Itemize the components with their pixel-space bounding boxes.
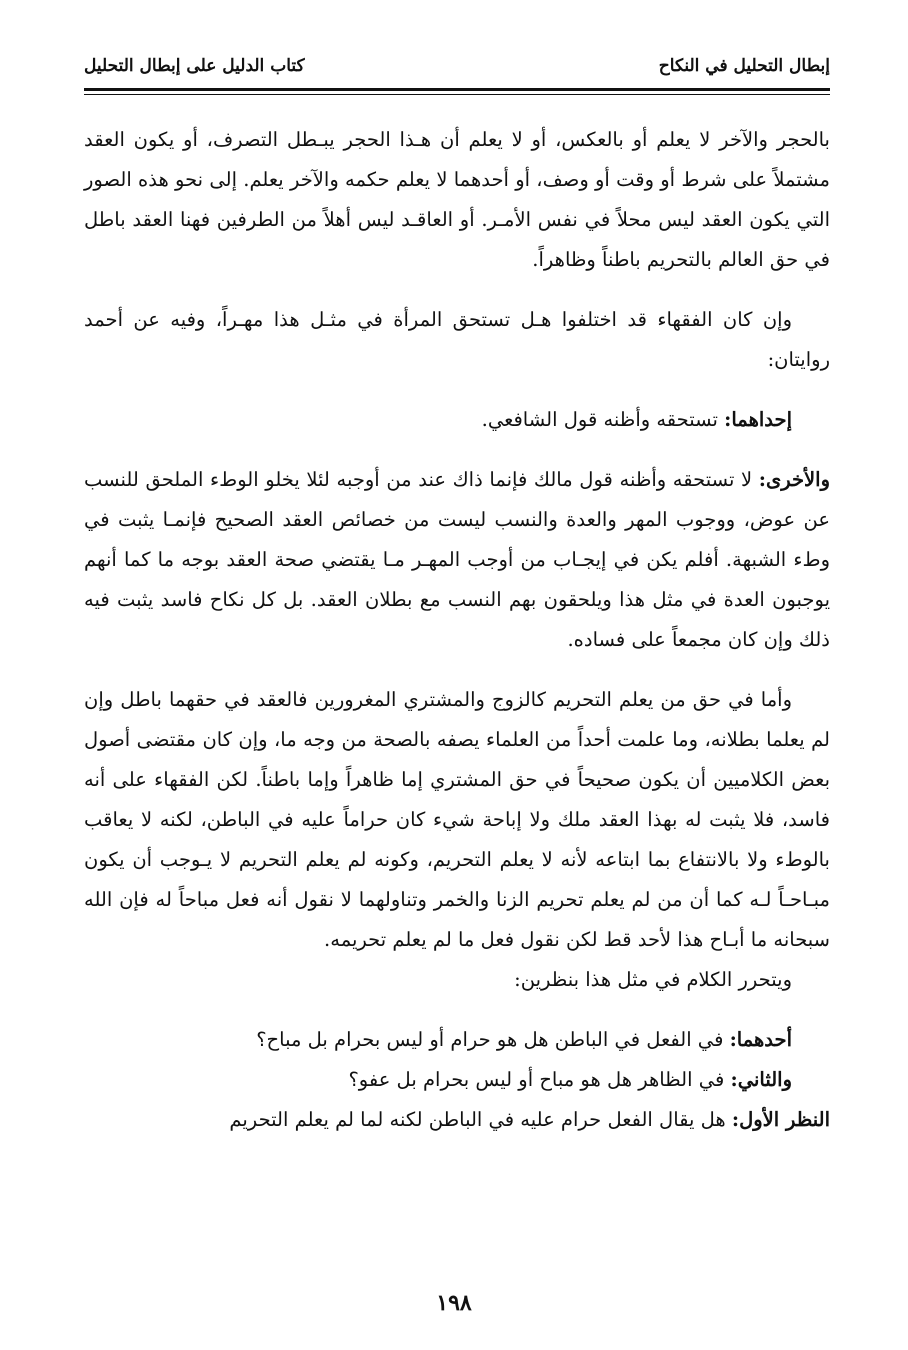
- paragraph-6: ويتحرر الكلام في مثل هذا بنظرين:: [514, 968, 792, 991]
- paragraph-3: [84, 400, 830, 440]
- paragraph-8-text: في الظاهر هل هو مباح أو ليس بحرام بل عفو؟: [348, 1068, 731, 1091]
- header-chapter-title: إبطال التحليل في النكاح: [658, 56, 830, 76]
- term-first: إحداهما:: [724, 408, 792, 431]
- paragraph-8: [84, 1060, 830, 1100]
- term-one-of-them: أحدهما:: [729, 1028, 792, 1051]
- paragraph-3-text: تستحقه وأظنه قول الشافعي.: [481, 408, 725, 431]
- term-first-view: النظر الأول:: [731, 1108, 830, 1131]
- paragraph-1: بالحجر والآخر لا يعلم أو بالعكس، أو لا يعلم أن هـذا الحجر يبـطل التصرف، أو يكون العقد مشتملاً على شرط أو وقت أو وصف، أو أحدهما لا يعلم حكمه والآخر يعلم. إلى نحو هذه الصور التي يكون العقد ليس محلاً في نفس الأمـر. أو العاقـد ليس أهلاً من الطرفين فهنا العقد باطل في حق العالم بالتحريم باطناً وظاهراً.: [84, 128, 830, 271]
- paragraph-7: [84, 1020, 830, 1060]
- paragraph-4-text: لا تستحقه وأظنه قول مالك فإنما ذاك عند من أوجبه لئلا يخلو الوطء الملحق للنسب عن عوض، ووجوب المهر والعدة والنسب ليست من خصائص العقد الصحيح فإنمـا يثبت في وطء الشبهة. أفلم يكن في إيجـاب من أوجب المهـر مـا يقتضي صحة العقد بوجه ما كما أنهم يوجبون العدة في مثل هذا ويلحقون بهم النسب مع بطلان العقد. بل كل نكاح فاسد يثبت فيه ذلك وإن كان مجمعاً على فساده.: [84, 468, 830, 651]
- paragraph-5: وأما في حق من يعلم التحريم كالزوج والمشتري المغرورين فالعقد في حقهما باطل وإن لم يعلما بطلانه، وما علمت أحداً من العلماء يصفه بالصحة من وجه ما، وإن كان مقتضى أصول بعض الكلاميين أن يكون صحيحاً في حق المشتري إما ظاهراً وإما باطناً. لكن الفقهاء على أنه فاسد، فلا يثبت له بهذا العقد ملك ولا إباحة شيء كان حراماً عليه في الباطن، لكنه لا يعاقب بالوطء ولا بالانتفاع بما ابتاعه لأنه لا يعلم التحريم، وكونه لم يعلم التحريم لا يـوجب أن يكون مبـاحـاً لـه كما أن من لم يعلم تحريم الزنا والخمر وتناولهما لا نقول أنه فعل مباحاً له فإن الله سبحانه ما أبـاح هذا لأحد قط لكن نقول فعل ما لم يعلم تحريمه.: [84, 688, 830, 951]
- paragraph-2: وإن كان الفقهاء قد اختلفوا هـل تستحق المرأة في مثـل هذا مهـراً، وفيه عن أحمد روايتان:: [84, 308, 830, 371]
- paragraph-9-text: هل يقال الفعل حرام عليه في الباطن لكنه لما لم يعلم التحريم: [229, 1108, 732, 1131]
- page-number: ١٩٨: [436, 1290, 472, 1316]
- term-second: والثاني:: [730, 1068, 792, 1091]
- paragraph-4: [84, 460, 830, 660]
- header-rule-thin: [84, 94, 830, 95]
- paragraph-7-text: في الفعل في الباطن هل هو حرام أو ليس بحرام بل مباح؟: [256, 1028, 730, 1051]
- term-other: والأخرى:: [758, 468, 831, 491]
- header-book-title: كتاب الدليل على إبطال التحليل: [84, 56, 305, 76]
- main-text: [84, 120, 830, 1140]
- paragraph-9: [84, 1100, 830, 1140]
- header-rule-thick: [84, 88, 830, 91]
